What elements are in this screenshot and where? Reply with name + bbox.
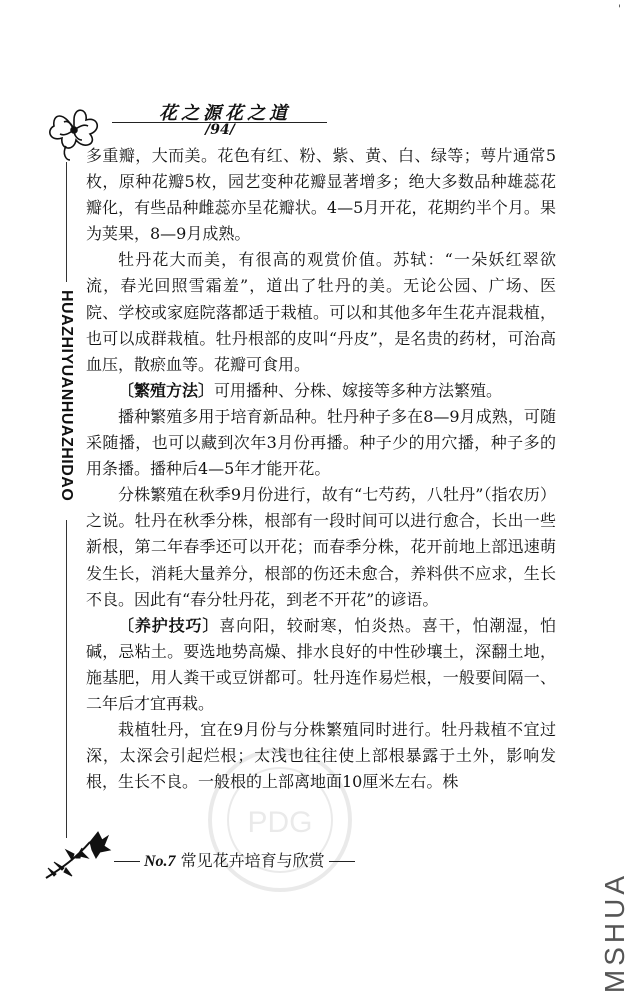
side-mark: MSHUA	[599, 871, 630, 993]
watermark-text: PDG	[247, 806, 313, 839]
page-number: /94/	[205, 122, 235, 138]
footer-dash	[114, 861, 140, 862]
side-rule-top	[66, 162, 67, 282]
running-header-title: 花之源花之道	[159, 103, 291, 124]
side-rule-bottom	[66, 520, 67, 838]
flower-branch-icon	[42, 828, 112, 882]
body-text	[86, 143, 556, 795]
watermark-seal-icon	[200, 740, 360, 900]
footer-number: No.7	[144, 853, 176, 870]
paragraph: 分株繁殖在秋季9月份进行，故有“七芍药，八牡丹”（指农历）之说。牡丹在秋季分株，根部有一段时间可以进行愈合，长出一些新根，第二年春季还可以开花；而春季分株，花开前地上部迅速萌发生长，消耗大量养分，根部的伤还未愈合，养料供不应求，生长不良。因此有“春分牡丹花，到老不开花”的谚语。	[86, 485, 556, 609]
running-footer	[110, 848, 410, 871]
paragraph: 栽植牡丹，宜在9月份与分株繁殖同时进行。牡丹栽植不宜过深，太深会引起烂根；太浅也往往使上部根暴露于土外，影响发根，生长不良。一般根的上部离地面10厘米左右。株	[86, 720, 556, 792]
paragraph: 〔繁殖方法〕可用播种、分株、嫁接等多种方法繁殖。	[118, 380, 503, 400]
paragraph: 牡丹花大而美，有很高的观赏价值。苏轼：“一朵妖红翠欲流，春光回照雪霜羞”，道出了牡丹的美。无论公园、广场、医院、学校或家庭院落都适于栽植。可以和其他多年生花卉混栽植，也可以成群栽植。牡丹根部的皮叫“丹皮”，是名贵的药材，可治高血压，散瘀血等。花瓣可食用。	[86, 250, 556, 374]
side-label: HUAZHIYUANHUAZHIDAO	[58, 290, 75, 502]
paragraph: 播种繁殖多用于培育新品种。牡丹种子多在8—9月成熟，可随采随播，也可以藏到次年3月份再播。种子少的用穴播，种子多的用条播。播种后4—5年才能开花。	[86, 406, 556, 479]
paragraph: 〔养护技巧〕喜向阳，较耐寒，怕炎热。喜干，怕潮湿，怕碱，忌粘土。要选地势高燥、排水良好的中性砂壤土，深翻土地，施基肥，用人粪干或豆饼都可。牡丹连作易烂根，一般要间隔一、二年后才宜再栽。	[86, 615, 556, 713]
corner-mark: '	[618, 4, 621, 15]
paragraph: 多重瓣，大而美。花色有红、粉、紫、黄、白、绿等；萼片通常5枚，原种花瓣5枚，园艺变种花瓣显著增多；绝大多数品种雄蕊花瓣化，有些品种雌蕊亦呈花瓣状。4—5月开花，花期约半个月。果为荚果，8—9月成熟。	[86, 146, 556, 244]
section-term: 〔繁殖方法〕	[118, 380, 215, 400]
footer-dash	[329, 861, 355, 862]
footer-title: 常见花卉培育与欣赏	[180, 851, 325, 870]
section-term: 〔养护技巧〕	[118, 615, 220, 635]
